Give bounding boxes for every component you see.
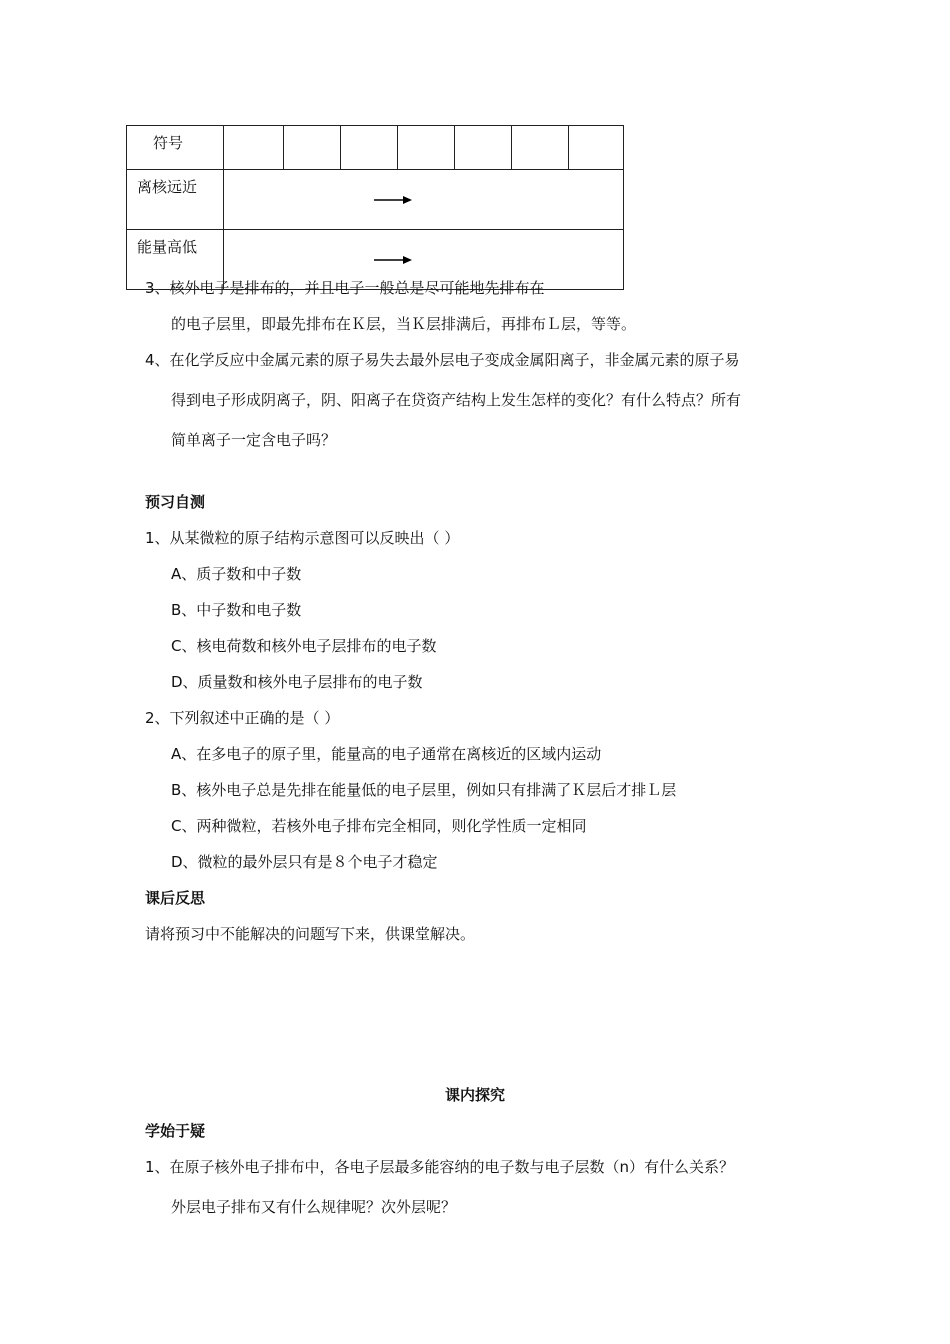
table-cell-blank — [512, 126, 569, 170]
question-4-line2: 得到电子形成阴离子，阴、阳离子在贷资产结构上发生怎样的变化？有什么特点？所有 — [171, 391, 742, 409]
table-cell-blank — [398, 126, 455, 170]
table-cell-arrow — [224, 170, 624, 230]
electron-layer-table — [126, 125, 624, 290]
self-test-q2-stem: 2、下列叙述中正确的是（ ） — [145, 709, 340, 727]
self-test-q2-option-b: B、核外电子总是先排在能量低的电子层里，例如只有排满了Ｋ层后才排Ｌ层 — [171, 781, 677, 799]
section-heading-question-first: 学始于疑 — [145, 1122, 206, 1140]
table-row-symbol — [127, 126, 624, 170]
self-test-q1-stem: 1、从某微粒的原子结构示意图可以反映出（ ） — [145, 529, 460, 547]
question-4-line1: 4、在化学反应中金属元素的原子易失去最外层电子变成金属阳离子，非金属元素的原子易 — [145, 351, 740, 369]
self-test-q2-option-c: C、两种微粒，若核外电子排布完全相同，则化学性质一定相同 — [171, 817, 587, 835]
symbol-label: 符号 — [153, 134, 184, 152]
self-test-q1-option-b: B、中子数和电子数 — [171, 601, 302, 619]
question-3-line1: 3、核外电子是排布的，并且电子一般总是尽可能地先排布在 — [145, 279, 545, 297]
table-cell-blank — [224, 126, 284, 170]
energy-label: 能量高低 — [137, 238, 198, 256]
section-title-inclass: 课内探究 — [444, 1086, 505, 1104]
table-cell-label — [127, 170, 224, 230]
distance-label: 离核远近 — [137, 178, 198, 196]
table-cell-blank — [284, 126, 341, 170]
table-cell-label — [127, 126, 224, 170]
self-test-q1-option-c: C、核电荷数和核外电子层排布的电子数 — [171, 637, 437, 655]
self-test-q2-option-a: A、在多电子的原子里，能量高的电子通常在离核近的区域内运动 — [171, 745, 602, 763]
reflection-text: 请将预习中不能解决的问题写下来，供课堂解决。 — [145, 925, 476, 943]
section-heading-self-test: 预习自测 — [145, 493, 206, 511]
inclass-q1-line2: 外层电子排布又有什么规律呢？次外层呢？ — [171, 1198, 457, 1216]
right-arrow-icon — [374, 255, 412, 265]
right-arrow-icon — [374, 195, 412, 205]
table-row-distance — [127, 170, 624, 230]
self-test-q2-option-d: D、微粒的最外层只有是８个电子才稳定 — [171, 853, 438, 871]
question-3-line2: 的电子层里，即最先排布在Ｋ层，当Ｋ层排满后，再排布Ｌ层，等等。 — [171, 315, 637, 333]
question-4-line3: 简单离子一定含电子吗？ — [171, 431, 337, 449]
inclass-q1-line1: 1、在原子核外电子排布中，各电子层最多能容纳的电子数与电子层数（n）有什么关系？ — [145, 1158, 735, 1176]
self-test-q1-option-d: D、质量数和核外电子层排布的电子数 — [171, 673, 423, 691]
table-cell-blank — [455, 126, 512, 170]
section-heading-reflection: 课后反思 — [145, 889, 206, 907]
table-cell-blank — [569, 126, 624, 170]
self-test-q1-option-a: A、质子数和中子数 — [171, 565, 302, 583]
table-cell-blank — [341, 126, 398, 170]
